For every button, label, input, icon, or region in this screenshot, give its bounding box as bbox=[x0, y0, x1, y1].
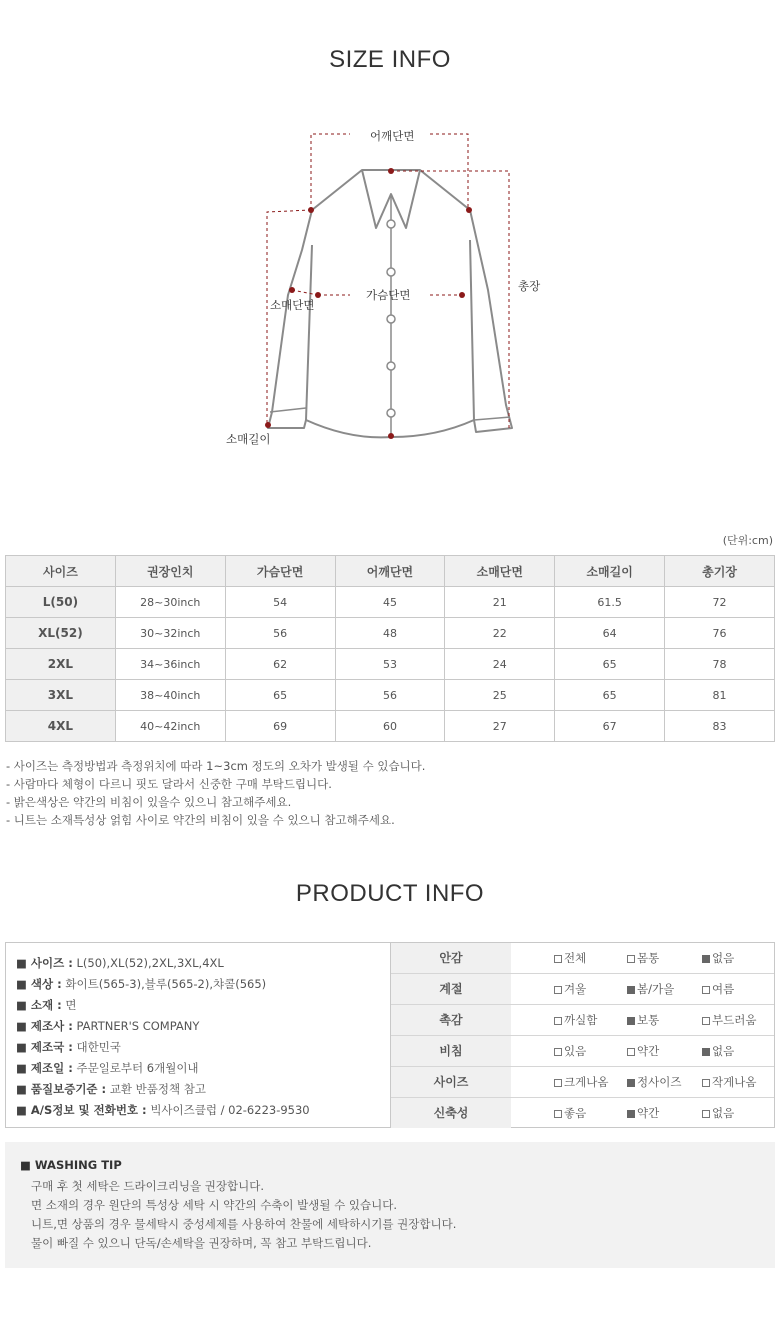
size-cell: L(50) bbox=[6, 587, 116, 618]
option-label: 있음 bbox=[564, 1044, 587, 1058]
option-label: 정사이즈 bbox=[637, 1075, 682, 1089]
checkbox-icon bbox=[554, 1017, 562, 1025]
detail-value: 주문일로부터 6개월이내 bbox=[76, 1061, 199, 1075]
option-label: 약간 bbox=[637, 1044, 660, 1058]
attribute-option bbox=[627, 974, 674, 1004]
chest-label: 가슴단면 bbox=[366, 288, 411, 302]
option-label: 몸통 bbox=[637, 951, 660, 965]
attribute-label: 계절 bbox=[391, 974, 511, 1004]
size-info-title: SIZE INFO bbox=[329, 46, 451, 73]
size-table-header: 소매길이 bbox=[555, 556, 665, 587]
attribute-label: 사이즈 bbox=[391, 1067, 511, 1097]
attribute-option bbox=[627, 1098, 659, 1128]
size-note: - 밝은색상은 약간의 비침이 있을수 있으니 참고해주세요. bbox=[6, 795, 292, 809]
table-cell: 61.5 bbox=[555, 587, 665, 618]
table-cell: 38~40inch bbox=[115, 680, 225, 711]
bullet: ■ bbox=[16, 1040, 27, 1054]
table-cell: 54 bbox=[225, 587, 335, 618]
table-row bbox=[6, 711, 775, 742]
table-cell: 65 bbox=[555, 680, 665, 711]
attribute-option bbox=[627, 1067, 681, 1097]
table-cell: 78 bbox=[665, 649, 775, 680]
attribute-option bbox=[554, 943, 586, 973]
detail-row bbox=[16, 1060, 199, 1076]
checkbox-icon bbox=[627, 1048, 635, 1056]
table-row bbox=[6, 649, 775, 680]
detail-row bbox=[16, 1018, 199, 1034]
table-cell: 72 bbox=[665, 587, 775, 618]
option-label: 없음 bbox=[712, 1106, 735, 1120]
attribute-option bbox=[702, 1036, 734, 1066]
table-row bbox=[6, 618, 775, 649]
table-cell: 27 bbox=[445, 711, 555, 742]
attribute-label: 신축성 bbox=[391, 1098, 511, 1128]
checked-box-icon bbox=[702, 955, 710, 963]
detail-label: 품질보증기준 : bbox=[30, 1082, 107, 1096]
attribute-row bbox=[391, 1098, 774, 1128]
bullet: ■ bbox=[16, 956, 27, 970]
product-attributes bbox=[391, 943, 774, 1127]
table-cell: 65 bbox=[555, 649, 665, 680]
attribute-option bbox=[702, 1067, 756, 1097]
table-cell: 67 bbox=[555, 711, 665, 742]
detail-label: 소재 : bbox=[30, 998, 62, 1012]
table-cell: 21 bbox=[445, 587, 555, 618]
sleeve-length-label: 소매길이 bbox=[226, 432, 271, 446]
detail-label: 제조일 : bbox=[30, 1061, 73, 1075]
washing-tip-line: 면 소재의 경우 원단의 특성상 세탁 시 약간의 수축이 발생될 수 있습니다. bbox=[31, 1198, 398, 1212]
size-table-header: 소매단면 bbox=[445, 556, 555, 587]
size-note: - 니트는 소재특성상 얽힘 사이로 약간의 비침이 있을 수 있으니 참고해주세요. bbox=[6, 813, 395, 827]
bullet: ■ bbox=[16, 1103, 27, 1117]
attribute-row bbox=[391, 1067, 774, 1098]
detail-label: 사이즈 : bbox=[30, 956, 73, 970]
size-table-header: 사이즈 bbox=[6, 556, 116, 587]
attribute-option bbox=[702, 1098, 734, 1128]
detail-row bbox=[16, 976, 266, 992]
detail-label: 제조국 : bbox=[30, 1040, 73, 1054]
size-note: - 사람마다 체형이 다르니 핏도 달라서 신중한 구매 부탁드립니다. bbox=[6, 777, 332, 791]
attribute-option bbox=[702, 943, 734, 973]
attribute-option bbox=[554, 1005, 597, 1035]
table-cell: 34~36inch bbox=[115, 649, 225, 680]
checkbox-icon bbox=[554, 1110, 562, 1118]
size-notes bbox=[6, 757, 425, 829]
table-cell: 76 bbox=[665, 618, 775, 649]
checkbox-icon bbox=[627, 955, 635, 963]
checked-box-icon bbox=[627, 1017, 635, 1025]
option-label: 전체 bbox=[564, 951, 587, 965]
checkbox-icon bbox=[554, 986, 562, 994]
option-label: 봄/가을 bbox=[637, 982, 675, 996]
option-label: 좋음 bbox=[564, 1106, 587, 1120]
product-info-box bbox=[5, 942, 775, 1128]
bullet: ■ bbox=[16, 977, 27, 991]
shirt-illustration bbox=[0, 100, 780, 500]
detail-row bbox=[16, 955, 224, 971]
table-cell: 65 bbox=[225, 680, 335, 711]
detail-value: 대한민국 bbox=[76, 1040, 121, 1054]
table-cell: 64 bbox=[555, 618, 665, 649]
size-table-header: 권장인치 bbox=[115, 556, 225, 587]
detail-label: 색상 : bbox=[30, 977, 62, 991]
table-cell: 24 bbox=[445, 649, 555, 680]
shirt-measurement-diagram bbox=[0, 100, 780, 500]
checkbox-icon bbox=[554, 955, 562, 963]
detail-value: 빅사이즈클럽 / 02-6223-9530 bbox=[150, 1103, 310, 1117]
shoulder-label: 어깨단면 bbox=[370, 129, 415, 143]
attribute-row bbox=[391, 943, 774, 974]
size-cell: 2XL bbox=[6, 649, 116, 680]
total-length-label: 총장 bbox=[518, 279, 541, 293]
checkbox-icon bbox=[702, 1017, 710, 1025]
attribute-option bbox=[627, 1036, 659, 1066]
attribute-option bbox=[554, 1067, 608, 1097]
checkbox-icon bbox=[554, 1079, 562, 1087]
checked-box-icon bbox=[627, 986, 635, 994]
detail-row bbox=[16, 1102, 310, 1118]
bullet: ■ bbox=[16, 1061, 27, 1075]
detail-row bbox=[16, 1081, 206, 1097]
size-note: - 사이즈는 측정방법과 측정위치에 따라 1~3cm 정도의 오차가 발생될 수 있습니다. bbox=[6, 759, 426, 773]
option-label: 약간 bbox=[637, 1106, 660, 1120]
option-label: 겨울 bbox=[564, 982, 587, 996]
washing-tip-line: 물이 빠질 수 있으니 단독/손세탁을 권장하며, 꼭 참고 부탁드립니다. bbox=[31, 1236, 372, 1250]
table-cell: 22 bbox=[445, 618, 555, 649]
detail-row bbox=[16, 1039, 121, 1055]
detail-value: 면 bbox=[65, 998, 77, 1012]
detail-label: 제조사 : bbox=[30, 1019, 73, 1033]
table-cell: 81 bbox=[665, 680, 775, 711]
attribute-row bbox=[391, 1036, 774, 1067]
size-table-header-row bbox=[6, 556, 775, 587]
size-cell: XL(52) bbox=[6, 618, 116, 649]
table-cell: 69 bbox=[225, 711, 335, 742]
detail-label: A/S정보 및 전화번호 : bbox=[30, 1103, 147, 1117]
option-label: 없음 bbox=[712, 951, 735, 965]
checkbox-icon bbox=[702, 1110, 710, 1118]
table-cell: 62 bbox=[225, 649, 335, 680]
attribute-label: 촉감 bbox=[391, 1005, 511, 1035]
table-cell: 56 bbox=[225, 618, 335, 649]
product-details bbox=[6, 943, 391, 1127]
unit-label: (단위:cm) bbox=[722, 534, 773, 547]
bullet: ■ bbox=[16, 998, 27, 1012]
size-cell: 3XL bbox=[6, 680, 116, 711]
bullet: ■ bbox=[16, 1082, 27, 1096]
checked-box-icon bbox=[627, 1079, 635, 1087]
checked-box-icon bbox=[627, 1110, 635, 1118]
detail-row bbox=[16, 997, 76, 1013]
table-row bbox=[6, 680, 775, 711]
detail-value: 교환 반품정책 참고 bbox=[109, 1082, 206, 1096]
washing-tip-box bbox=[5, 1142, 775, 1268]
table-cell: 83 bbox=[665, 711, 775, 742]
sleeve-width-label: 소매단면 bbox=[270, 298, 315, 312]
checkbox-icon bbox=[702, 1079, 710, 1087]
size-table-header: 가슴단면 bbox=[225, 556, 335, 587]
table-cell: 53 bbox=[335, 649, 445, 680]
detail-value: L(50),XL(52),2XL,3XL,4XL bbox=[76, 956, 224, 970]
checkbox-icon bbox=[554, 1048, 562, 1056]
table-cell: 48 bbox=[335, 618, 445, 649]
checkbox-icon bbox=[702, 986, 710, 994]
washing-tip-title: ■ WASHING TIP bbox=[20, 1158, 122, 1172]
table-cell: 25 bbox=[445, 680, 555, 711]
option-label: 까실함 bbox=[564, 1013, 598, 1027]
attribute-row bbox=[391, 1005, 774, 1036]
attribute-label: 안감 bbox=[391, 943, 511, 973]
size-table-header: 어깨단면 bbox=[335, 556, 445, 587]
attribute-label: 비침 bbox=[391, 1036, 511, 1066]
table-cell: 56 bbox=[335, 680, 445, 711]
detail-value: PARTNER'S COMPANY bbox=[76, 1019, 200, 1033]
washing-tip-line: 니트,면 상품의 경우 물세탁시 중성세제를 사용하여 찬물에 세탁하시기를 권장합니다. bbox=[31, 1217, 457, 1231]
washing-tip-line: 구매 후 첫 세탁은 드라이크리닝을 권장합니다. bbox=[31, 1179, 265, 1193]
attribute-row bbox=[391, 974, 774, 1005]
attribute-option bbox=[627, 1005, 659, 1035]
attribute-option bbox=[627, 943, 659, 973]
attribute-option bbox=[554, 1098, 586, 1128]
table-cell: 45 bbox=[335, 587, 445, 618]
table-row bbox=[6, 587, 775, 618]
option-label: 보통 bbox=[637, 1013, 660, 1027]
bullet: ■ bbox=[16, 1019, 27, 1033]
attribute-option bbox=[702, 1005, 756, 1035]
checked-box-icon bbox=[702, 1048, 710, 1056]
table-cell: 30~32inch bbox=[115, 618, 225, 649]
attribute-option bbox=[554, 1036, 586, 1066]
option-label: 여름 bbox=[712, 982, 735, 996]
option-label: 작게나옴 bbox=[712, 1075, 757, 1089]
size-cell: 4XL bbox=[6, 711, 116, 742]
option-label: 부드러움 bbox=[712, 1013, 757, 1027]
attribute-option bbox=[554, 974, 586, 1004]
option-label: 크게나옴 bbox=[564, 1075, 609, 1089]
size-table-header: 총기장 bbox=[665, 556, 775, 587]
product-info-title: PRODUCT INFO bbox=[295, 880, 485, 907]
size-table bbox=[5, 555, 775, 742]
option-label: 없음 bbox=[712, 1044, 735, 1058]
table-cell: 28~30inch bbox=[115, 587, 225, 618]
table-cell: 60 bbox=[335, 711, 445, 742]
attribute-option bbox=[702, 974, 734, 1004]
table-cell: 40~42inch bbox=[115, 711, 225, 742]
detail-value: 화이트(565-3),블루(565-2),챠콜(565) bbox=[65, 977, 267, 991]
